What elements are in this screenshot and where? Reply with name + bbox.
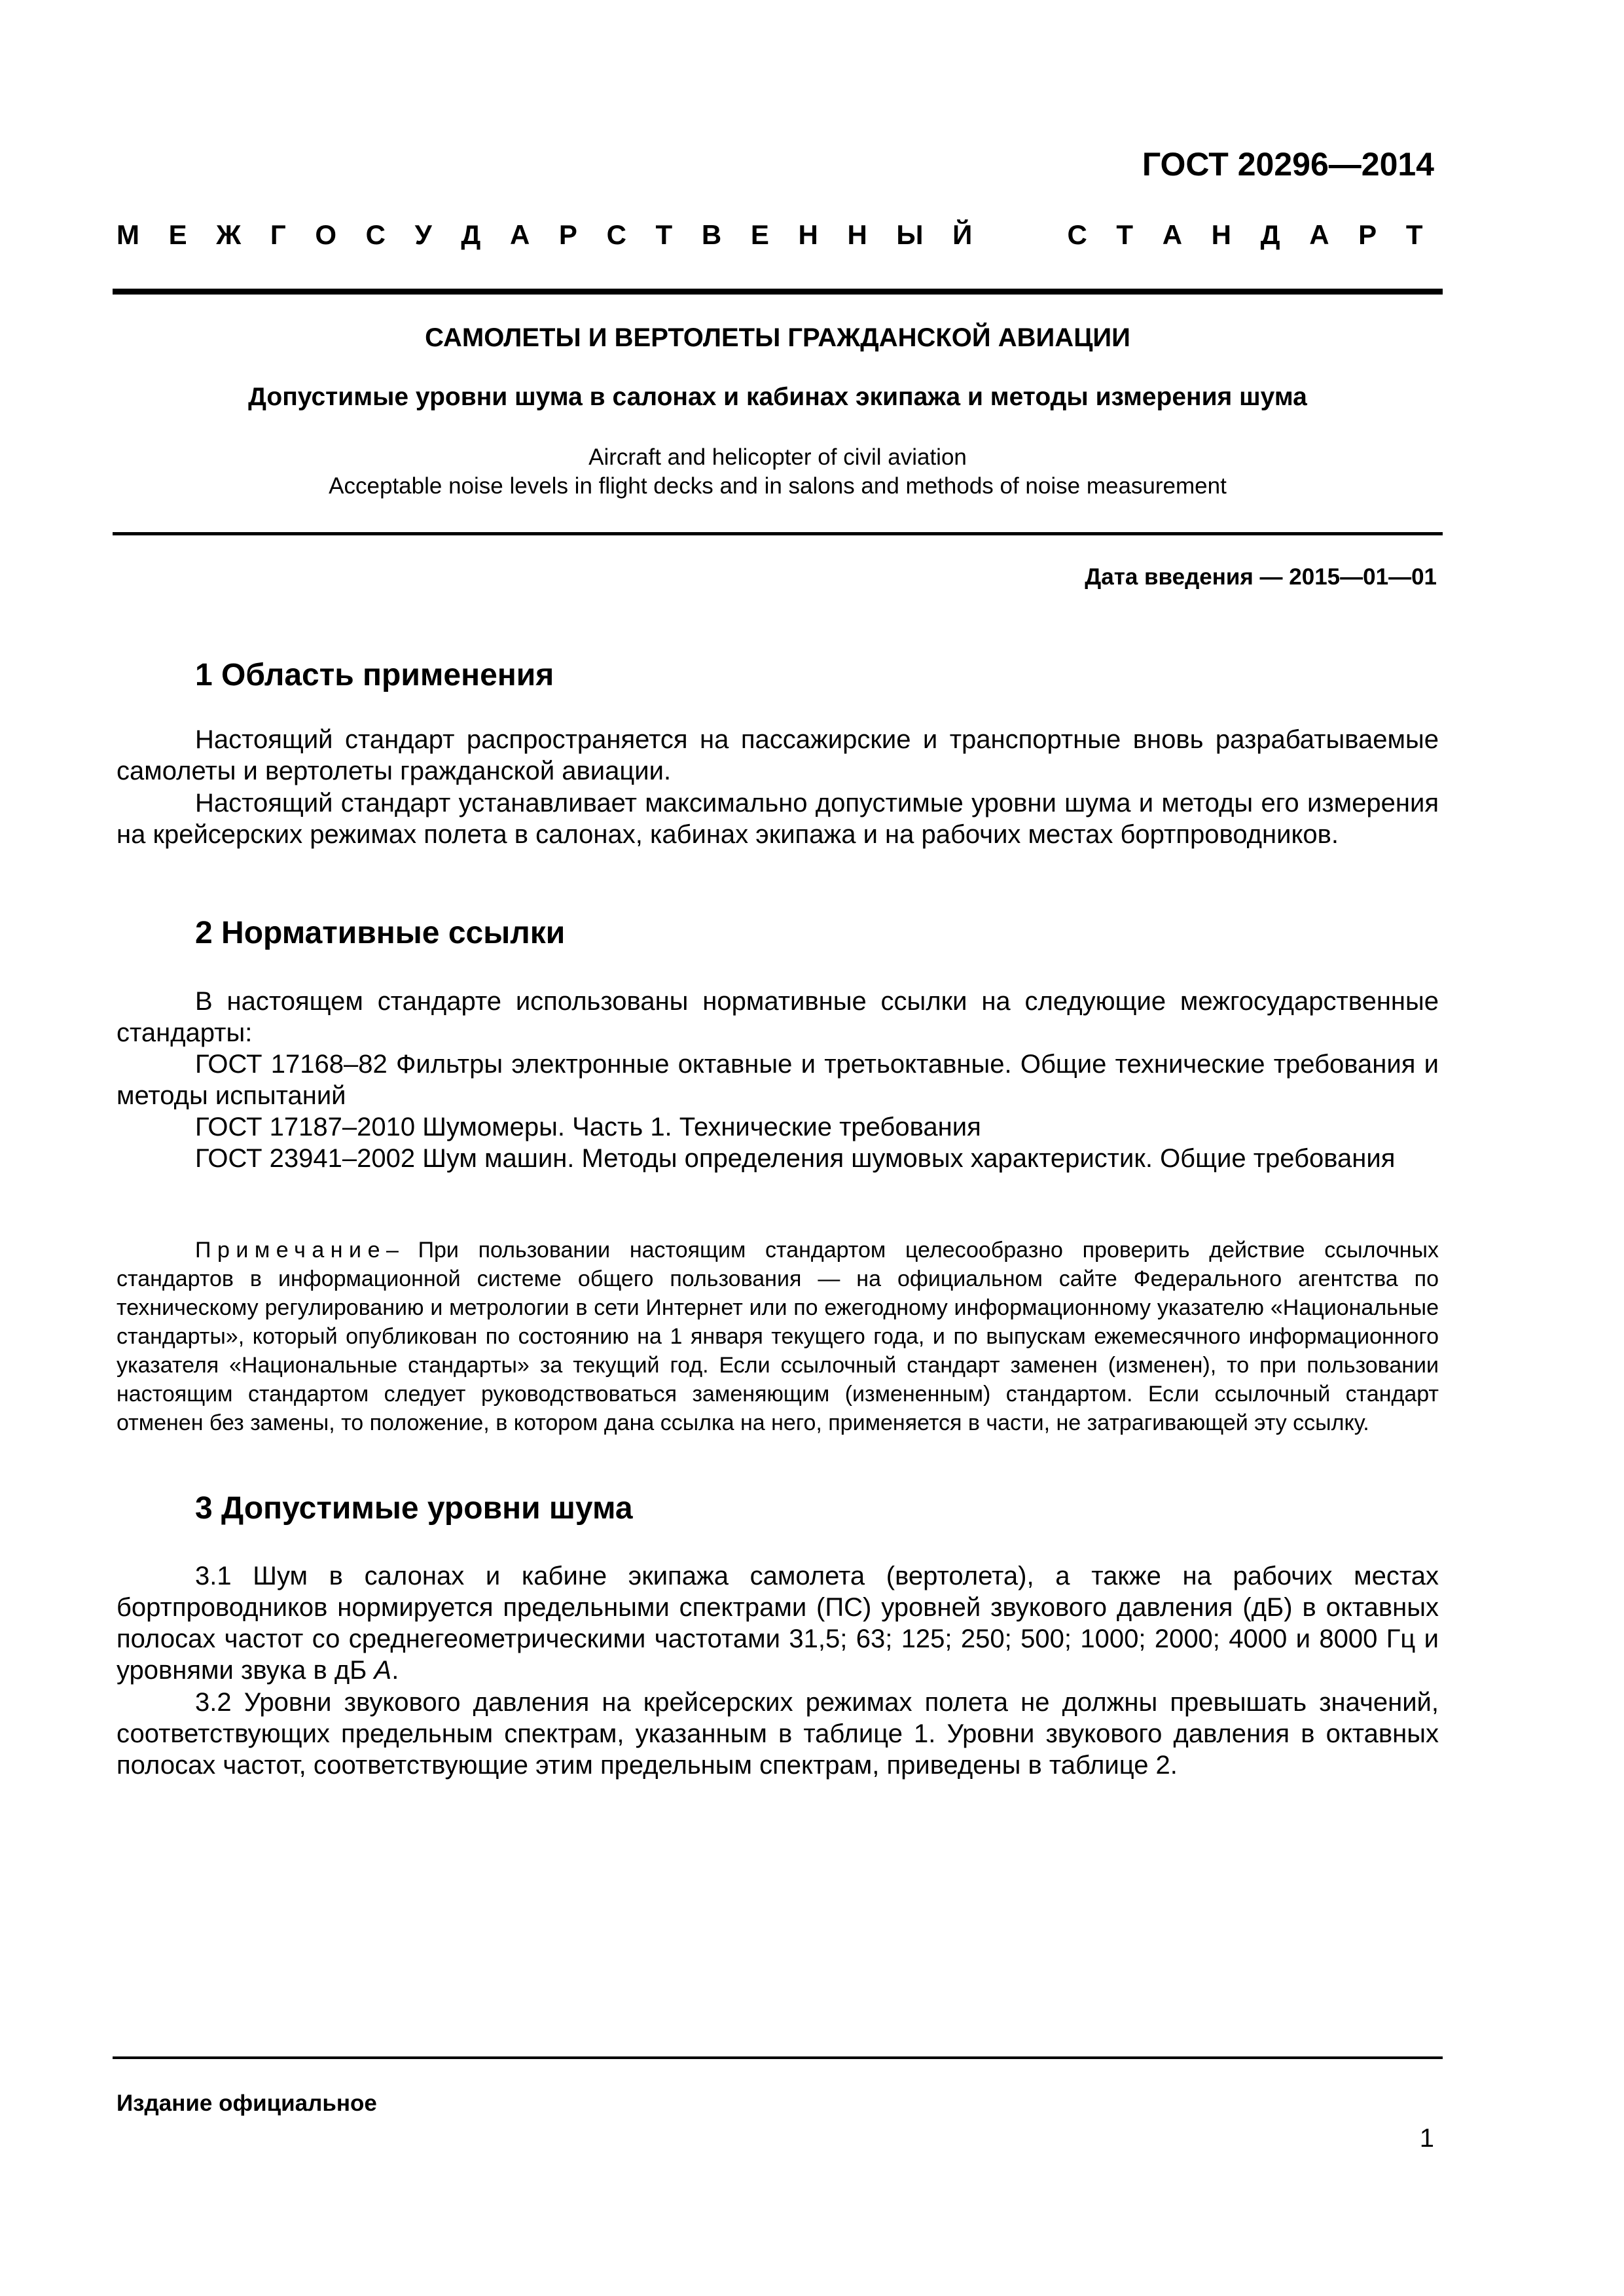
section-1-heading: 1 Область применения (195, 658, 554, 692)
banner-gap (1001, 219, 1041, 251)
note-paragraph (117, 1236, 1439, 1437)
banner-letter: А (509, 219, 533, 250)
banner-letter: Т (1116, 219, 1136, 250)
banner-letter: Г (270, 219, 289, 250)
document-title: САМОЛЕТЫ И ВЕРТОЛЕТЫ ГРАЖДАНСКОЙ АВИАЦИИ (425, 323, 1130, 352)
banner-letter: Й (952, 219, 975, 250)
banner-letter: С (365, 219, 389, 250)
banner-letter: М (117, 219, 143, 250)
reference-gost-17187: ГОСТ 17187–2010 Шумомеры. Часть 1. Технические требования (195, 1113, 981, 1141)
header-rule (113, 289, 1443, 295)
introduction-date: Дата введения — 2015—01—01 (1085, 564, 1437, 590)
banner-letter: Р (558, 219, 581, 250)
section-3-paragraph-2: 3.2 Уровни звукового давления на крейсерских режимах полета не должны превышать значений, соответствующих предельным спектрам, указанным в таблице 1. Уровни звукового давления в октавных полосах частот, соответствующие этим предельным спектрам, приведены в таблице 2. (117, 1688, 1439, 1780)
reference-gost-23941: ГОСТ 23941–2002 Шум машин. Методы определения шумовых характеристик. Общие требования (195, 1144, 1396, 1173)
banner-letter: Е (168, 219, 190, 250)
banner-letter: Н (847, 219, 870, 250)
banner-letter: С (606, 219, 630, 250)
banner-letter: Н (1211, 219, 1235, 250)
banner-letter: Ж (216, 219, 244, 250)
banner-letter: Д (461, 219, 484, 250)
interstate-standard-banner (117, 219, 1426, 251)
banner-letter: В (701, 219, 725, 250)
section-2-paragraph-1: В настоящем стандарте использованы нормативные ссылки на следующие межгосударственные стандарты: (117, 987, 1439, 1047)
document-subtitle: Допустимые уровни шума в салонах и кабинах экипажа и методы измерения шума (248, 383, 1307, 411)
section-1-paragraph-2: Настоящий стандарт устанавливает максимально допустимые уровни шума и методы его измерения на крейсерских режимах полета в салонах, кабинах экипажа и на рабочих местах бортпроводников. (117, 789, 1439, 849)
section-3-heading: 3 Допустимые уровни шума (195, 1491, 633, 1526)
banner-letter: Н (798, 219, 821, 250)
english-title-line-2: Acceptable noise levels in flight decks and in salons and methods of noise measurement (329, 473, 1227, 499)
section-1-paragraph-1: Настоящий стандарт распространяется на пассажирские и транспортные вновь разрабатываемые самолеты и вертолеты гражданской авиации. (117, 725, 1439, 785)
note-text: – При пользовании настоящим стандартом целесообразно проверить действие ссылочных стандартов в информационной системе общего пользования — на официальном сайте Федерального агентства по техническому регулированию и метрологии в сети Интернет или по ежегодному информационному указателю «Национальные стандарты», который опубликован по состоянию на 1 января текущего года, и по выпускам ежемесячного информационного указателя «Национальные стандарты» за текущий год. Если ссылочный стандарт заменен (изменен), то при пользовании настоящим стандартом следует руководствоваться заменяющим (измененным) стандартом. Если ссылочный стандарт отменен без замены, то положение, в котором дана ссылка на него, применяется в части, не затрагивающей эту ссылку. (117, 1238, 1439, 1435)
banner-letter: С (1067, 219, 1090, 250)
note-label: Примечание (195, 1238, 386, 1263)
paragraph-3-1-end: . (391, 1656, 399, 1685)
banner-letter: Ы (896, 219, 926, 250)
banner-letter: Е (750, 219, 772, 250)
official-edition-label: Издание официальное (117, 2090, 377, 2116)
document-number: ГОСТ 20296—2014 (1142, 146, 1434, 183)
footer-rule (113, 2056, 1443, 2059)
banner-letter: А (1162, 219, 1185, 250)
banner-letter: А (1309, 219, 1332, 250)
paragraph-3-1-text: 3.1 Шум в салонах и кабине экипажа самолета (вертолета), а также на рабочих местах бортпроводников нормируется предельными спектрами (ПС) уровней звукового давления (дБ) в октавных полосах частот со среднегеометрическими частотами 31,5; 63; 125; 250; 500; 1000; 2000; 4000 и 8000 Гц и уровнями звука в дБ (117, 1562, 1439, 1685)
reference-gost-17168: ГОСТ 17168–82 Фильтры электронные октавные и третьоктавные. Общие технические требования и методы испытаний (117, 1050, 1439, 1110)
banner-letter: Т (655, 219, 676, 250)
banner-letter: Д (1260, 219, 1283, 250)
section-2-heading: 2 Нормативные ссылки (195, 916, 566, 950)
english-title-line-1: Aircraft and helicopter of civil aviation (588, 444, 967, 470)
banner-letter: Т (1405, 219, 1426, 250)
section-3-paragraph-1 (117, 1560, 1439, 1686)
banner-letter: О (315, 219, 340, 250)
paragraph-3-1-unit: А (374, 1656, 392, 1685)
banner-letter: У (414, 219, 435, 250)
page-number: 1 (1419, 2124, 1434, 2153)
banner-letter: Р (1358, 219, 1380, 250)
title-rule (113, 532, 1443, 535)
